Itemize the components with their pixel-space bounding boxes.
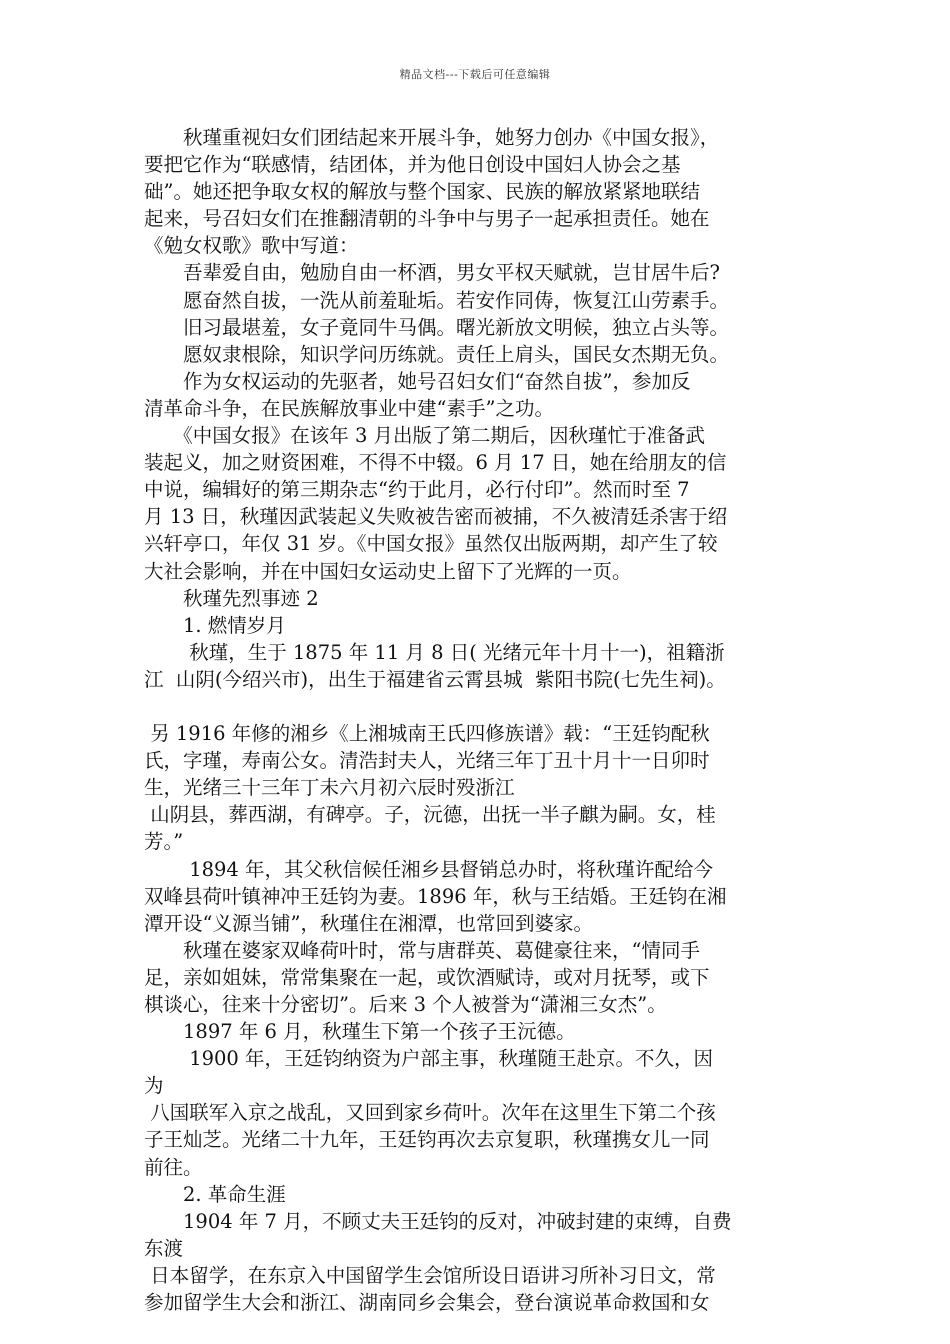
text-line: 中说，编辑好的第三期杂志“约于此月，必行付印”。然而时至 7 <box>144 478 690 502</box>
text-line: 八国联军入京之战乱，又回到家乡荷叶。次年在这里生下第二个孩 <box>144 1101 716 1125</box>
text-line: 足，亲如姐妹，常常集聚在一起，或饮酒赋诗，或对月抚琴，或下 <box>144 965 710 989</box>
text-line: 棋谈心，往来十分密切”。后来 3 个人被誉为“潇湘三女杰”。 <box>144 993 667 1016</box>
text-line: 双峰县荷叶镇神冲王廷钧为妻。1896 年，秋与王结婚。王廷钧在湘 <box>144 884 727 908</box>
text-line: 芳。” <box>144 830 184 854</box>
text-line: 子王灿芝。光绪二十九年，王廷钧再次去京复职，秋瑾携女儿一同 <box>144 1128 710 1152</box>
text-line: 山阴县，葬西湖，有碑亭。子，沅德，出抚一半子麒为嗣。女，桂 <box>144 803 716 827</box>
text-line: 另 1916 年修的湘乡《上湘城南王氏四修族谱》载：“王廷钧配秋 <box>144 722 710 746</box>
text-line: 前往。 <box>144 1155 203 1179</box>
text-line: 清革命斗争，在民族解放事业中建“素手”之功。 <box>144 396 554 420</box>
text-line: 东渡 <box>144 1236 184 1260</box>
text-line: 《勉女权歌》歌中写道： <box>144 234 359 258</box>
text-line: 作为女权运动的先驱者，她号召妇女们“奋然自拔”，参加反 <box>144 369 691 393</box>
text-line: 兴轩亭口，年仅 31 岁。《中国女报》虽然仅出版两期，却产生了较 <box>144 532 718 556</box>
text-line: 氏，字瑾，寿南公女。清浩封夫人，光绪三年丁丑十月十一日卯时 <box>144 749 710 773</box>
text-line: 旧习最堪羞，女子竟同牛马偶。曙光新放文明候，独立占头等。 <box>144 315 730 339</box>
text-line: 月 13 日，秋瑾因武装起义失败被告密而被捕，不久被清廷杀害于绍 <box>144 505 728 529</box>
text-line: 1894 年，其父秋信候任湘乡县督销总办时，将秋瑾许配给今 <box>144 857 714 881</box>
blank-line <box>144 693 816 720</box>
text-line: 1. 燃情岁月 <box>144 613 286 637</box>
text-line: 秋瑾先烈事迹 2 <box>144 586 319 610</box>
text-line: 《中国女报》在该年 3 月出版了第二期后，因秋瑾忙于准备武 <box>144 424 706 448</box>
text-line: 1897 年 6 月，秋瑾生下第一个孩子王沅德。 <box>144 1020 576 1044</box>
text-line: 愿奴隶根除，知识学问历练就。责任上肩头，国民女杰期无负。 <box>144 342 730 366</box>
text-line: 生，光绪三十三年丁未六月初六辰时殁浙江 <box>144 776 515 800</box>
text-line: 大社会影响，并在中国妇女运动史上留下了光辉的一页。 <box>144 559 632 583</box>
text-line: 秋瑾重视妇女们团结起来开展斗争，她努力创办《中国女报》， <box>144 126 720 149</box>
text-line: 要把它作为“联感情，结团体，并为他日创设中国妇人协会之基 <box>144 153 681 177</box>
text-line: 愿奋然自拔，一洗从前羞耻垢。若安作同俦，恢复江山劳素手。 <box>144 288 730 312</box>
text-line: 1904 年 7 月，不顾丈夫王廷钧的反对，冲破封建的束缚，自费 <box>144 1209 732 1233</box>
text-line: 为 <box>144 1074 164 1098</box>
text-line: 江 山阴(今绍兴市)，出生于福建省云霄县城 紫阳书院(七先生祠)。 <box>144 667 726 691</box>
text-line: 础”。她还把争取女权的解放与整个国家、民族的解放紧紧地联结 <box>144 180 700 204</box>
text-line: 日本留学，在东京入中国留学生会馆所设日语讲习所补习日文，常 <box>144 1263 716 1287</box>
text-line: 起来，号召妇女们在推翻清朝的斗争中与男子一起承担责任。她在 <box>144 207 710 231</box>
body-text <box>144 124 816 1316</box>
text-line: 2. 革命生涯 <box>144 1182 286 1206</box>
text-line: 潭开设“义源当铺”，秋瑾住在湘潭，也常回到婆家。 <box>144 911 593 935</box>
text-line: 1900 年，王廷钧纳资为户部主事，秋瑾随王赴京。不久，因 <box>144 1047 714 1071</box>
text-line: 吾辈爱自由，勉励自由一杯酒，男女平权天赋就，岂甘居牛后? <box>144 261 720 285</box>
text-line: 秋瑾，生于 1875 年 11 月 8 日( 光绪元年十月十一)，祖籍浙 <box>144 640 725 664</box>
page-header: 精品文档---下载后可任意编辑 <box>399 68 551 81</box>
text-line: 装起义，加之财资困难，不得不中辍。6 月 17 日，她在给朋友的信 <box>144 451 727 475</box>
text-line: 参加留学生大会和浙江、湖南同乡会集会，登台演说革命救国和女 <box>144 1291 710 1315</box>
text-line: 秋瑾在婆家双峰荷叶时，常与唐群英、葛健豪往来，“情同手 <box>144 938 700 962</box>
